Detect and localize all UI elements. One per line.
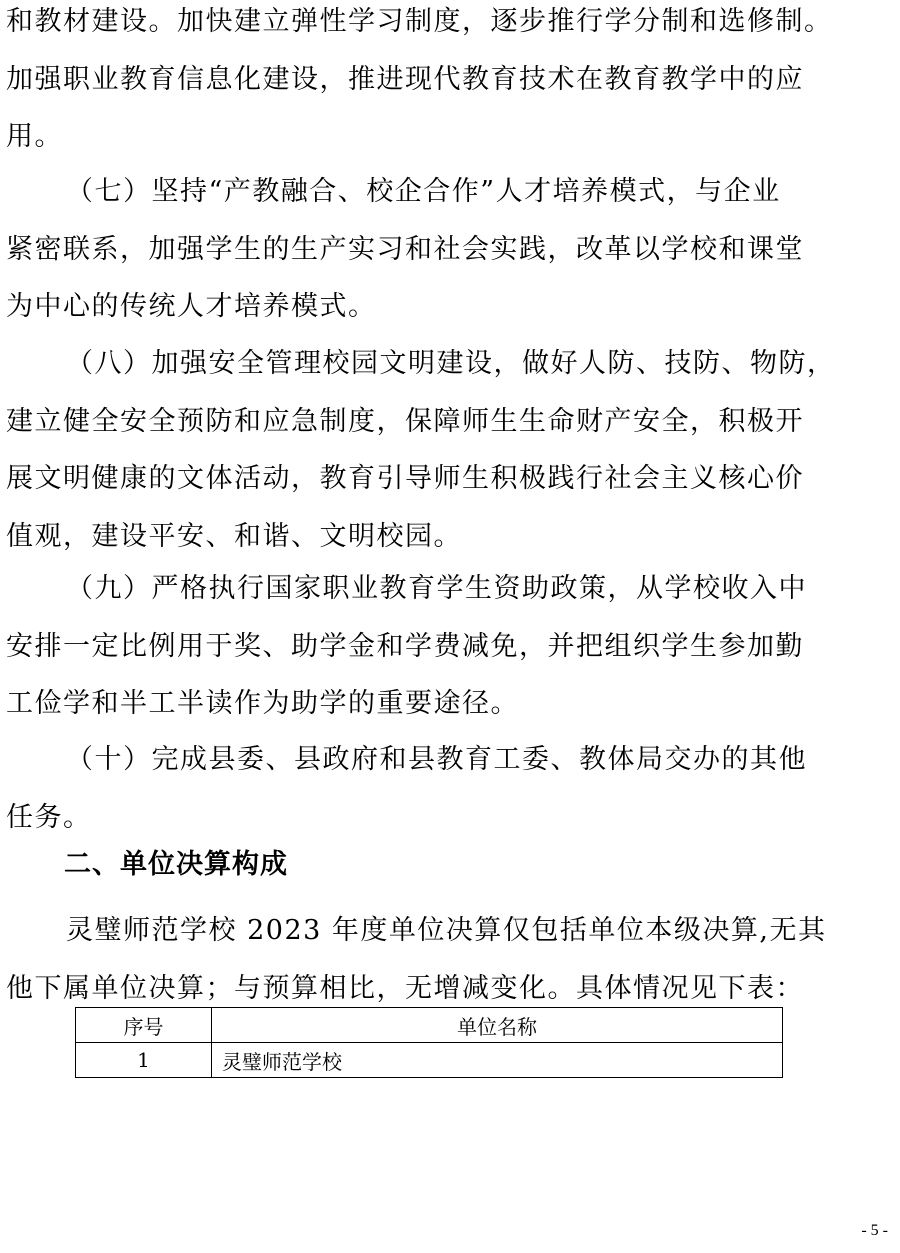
- text-line: 灵璧师范学校 2023 年度单位决算仅包括单位本级决算,无其: [66, 915, 827, 946]
- text-line: 值观，建设平安、和谐、文明校园。: [6, 520, 462, 552]
- text-line: （八）加强安全管理校园文明建设，做好人防、技防、物防，: [66, 348, 836, 379]
- table-header-row: [76, 1008, 783, 1043]
- paragraph-item-9: [6, 560, 886, 733]
- unit-table: [75, 1007, 783, 1078]
- text-line: （九）严格执行国家职业教育学生资助政策，从学校收入中: [66, 573, 807, 604]
- text-line: 加强职业教育信息化建设，推进现代教育技术在教育教学中的应: [6, 63, 804, 95]
- paragraph-composition: [6, 902, 886, 1017]
- text-line: 安排一定比例用于奖、助学金和学费减免，并把组织学生参加勤: [6, 630, 804, 662]
- paragraph-item-7: [6, 163, 886, 336]
- table-cell-unit-name: 灵璧师范学校: [212, 1043, 783, 1078]
- column-header-number: 序号: [76, 1008, 212, 1043]
- page-number: - 5 -: [861, 1222, 888, 1239]
- text-line: 展文明健康的文体活动，教育引导师生积极践行社会主义核心价: [6, 463, 804, 494]
- text-line: （七）坚持“产教融合、校企合作”人才培养模式，与企业: [66, 176, 781, 207]
- text-line: 为中心的传统人才培养模式。: [6, 291, 377, 322]
- table-cell-number: 1: [76, 1043, 212, 1078]
- column-header-unit-name: 单位名称: [212, 1008, 783, 1043]
- text-line: 工俭学和半工半读作为助学的重要途径。: [6, 688, 519, 719]
- paragraph-item-10: [6, 731, 886, 846]
- text-line: （十）完成县委、县政府和县教育工委、教体局交办的其他: [66, 744, 807, 775]
- text-line: 任务。: [6, 801, 92, 833]
- text-line: 用。: [6, 121, 63, 152]
- text-line: 和教材建设。加快建立弹性学习制度，逐步推行学分制和选修制。: [6, 6, 833, 37]
- text-line: 他下属单位决算；与预算相比，无增减变化。具体情况见下表：: [6, 972, 804, 1004]
- paragraph-teaching-materials: [6, 0, 886, 166]
- text-line: 建立健全安全预防和应急制度，保障师生生命财产安全，积极开: [6, 405, 804, 437]
- paragraph-item-8: [6, 335, 886, 565]
- table-row: [76, 1043, 783, 1078]
- section-heading: 二、单位决算构成: [64, 849, 288, 880]
- text-line: 紧密联系，加强学生的生产实习和社会实践，改革以学校和课堂: [6, 233, 804, 265]
